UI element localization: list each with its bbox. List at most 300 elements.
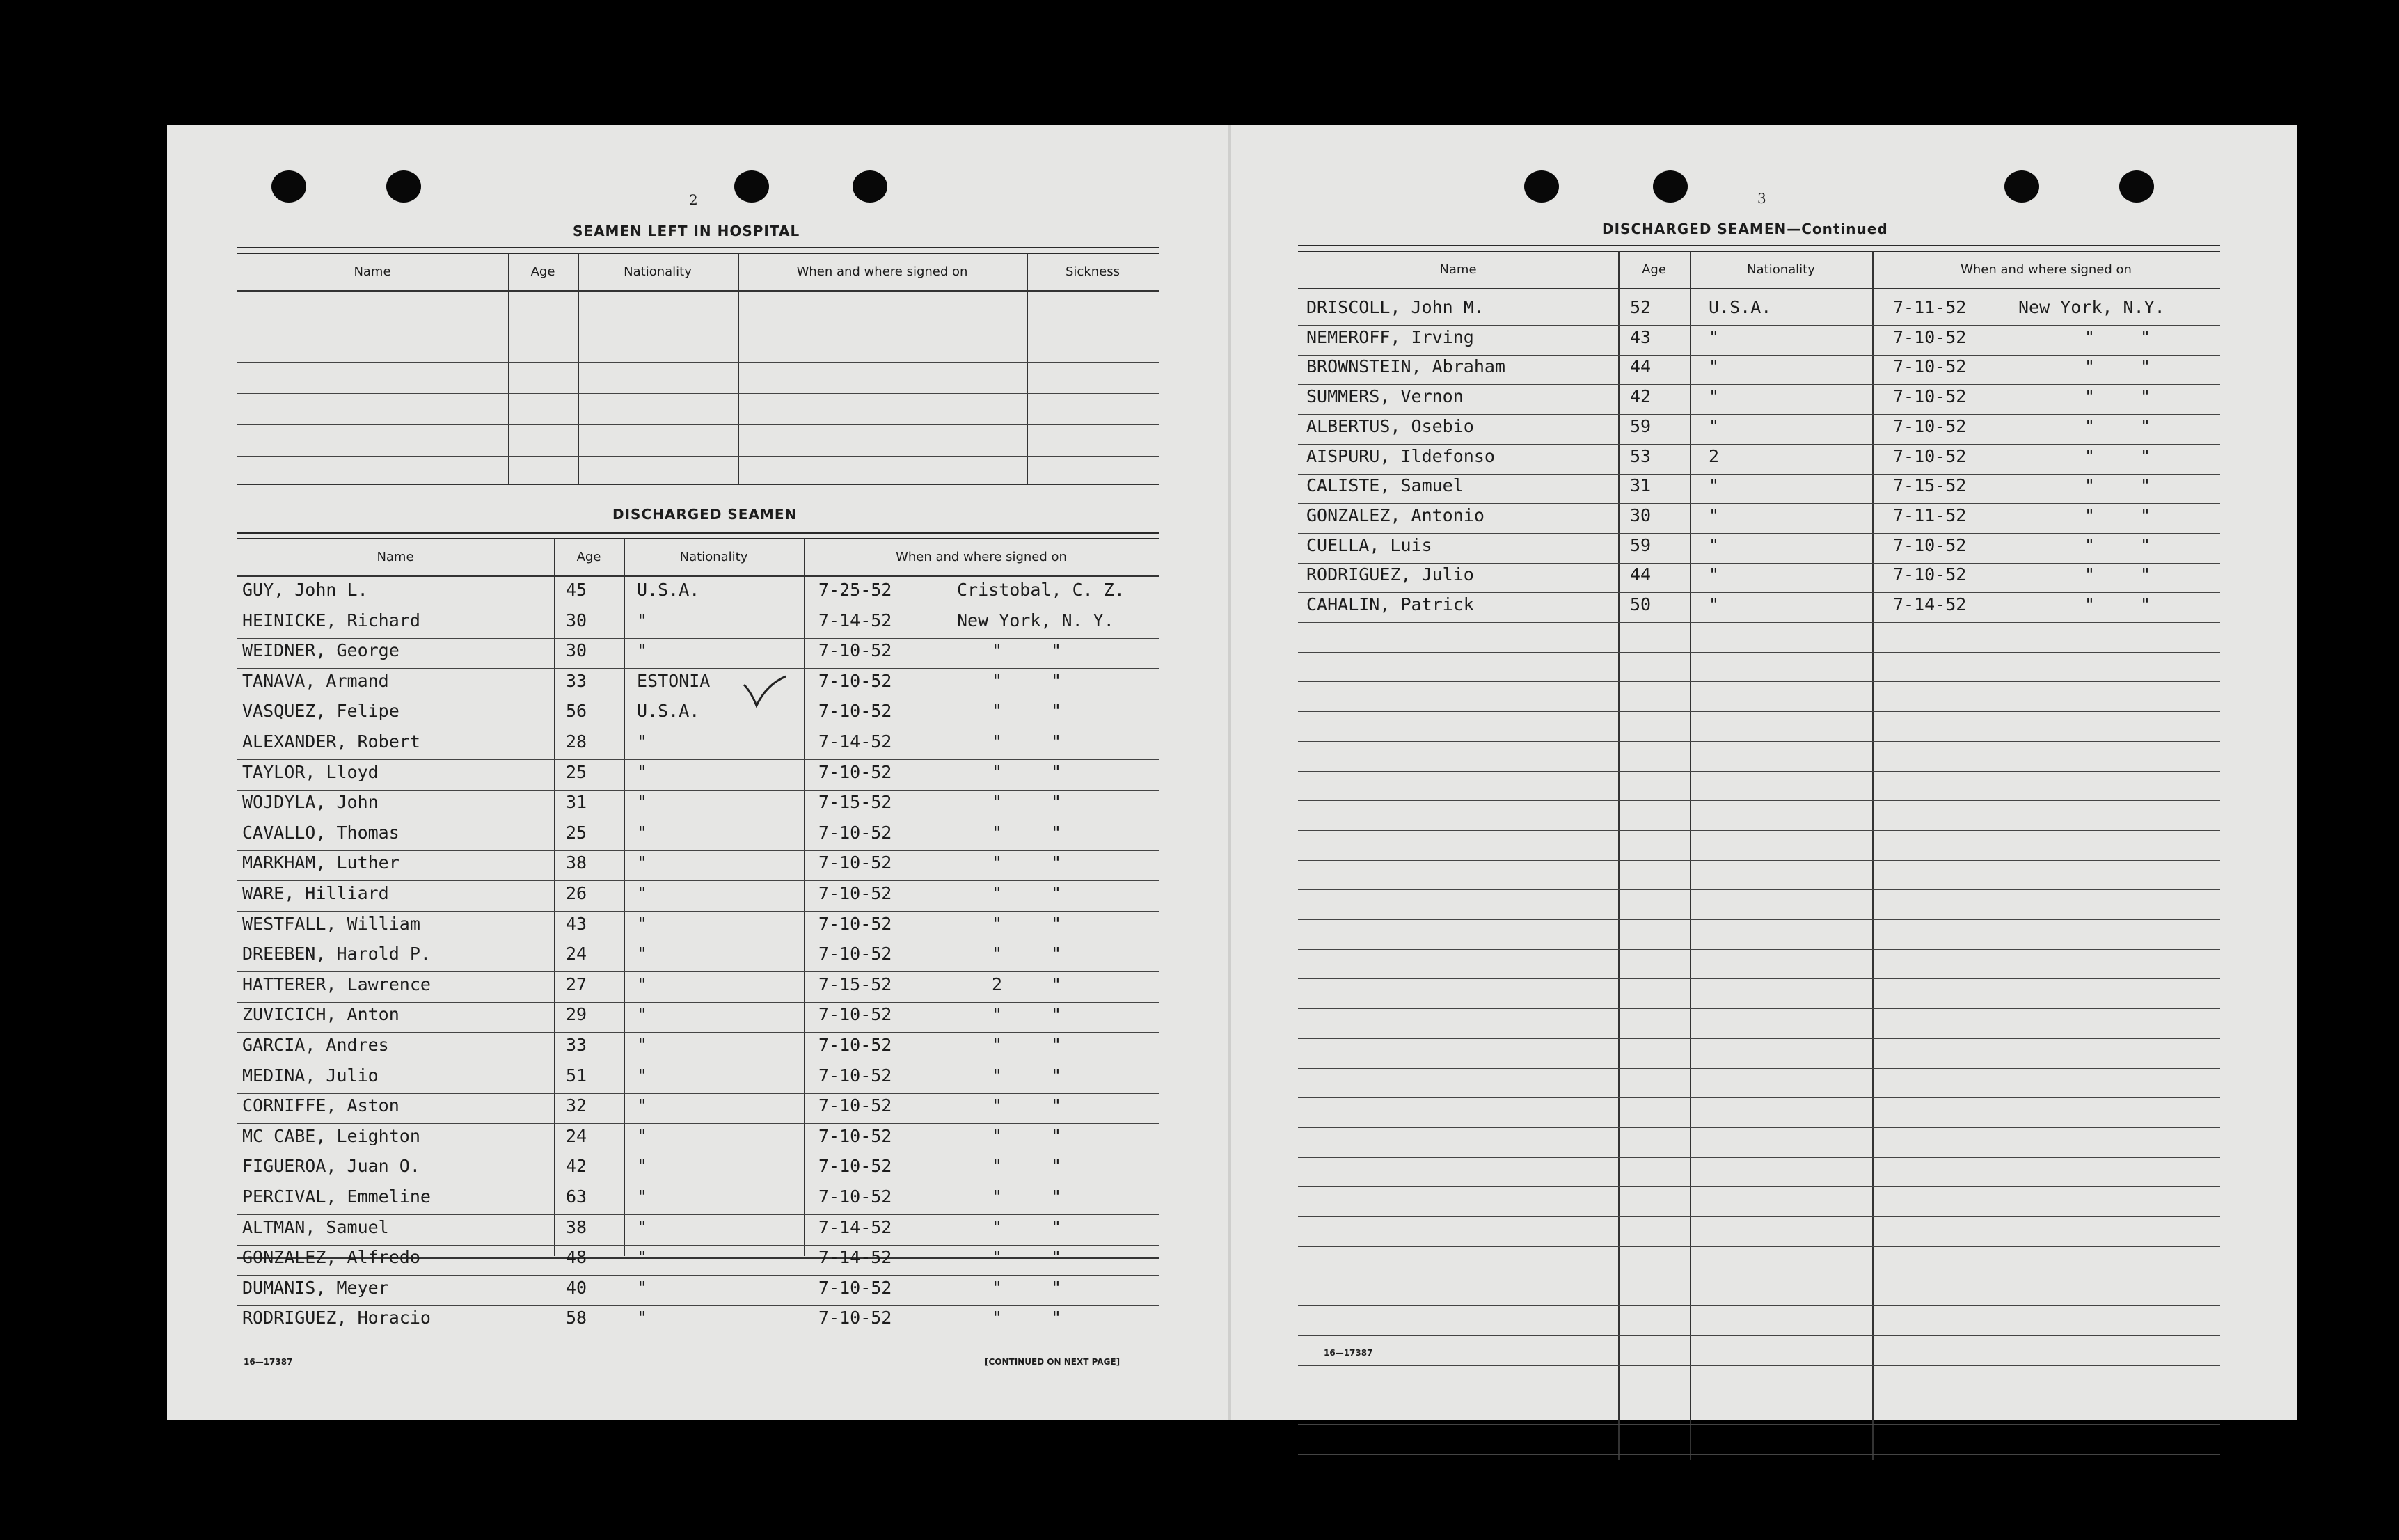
signed-on-date: 7-14-52 [818,610,892,630]
row-rule [1298,325,2220,326]
continued-header-nationality: Nationality [1747,262,1815,277]
row-rule [1298,771,2220,772]
signed-on-date: 7-15-52 [1893,475,1967,496]
seaman-age: 38 [566,852,587,873]
seaman-nationality: U.S.A. [637,580,700,600]
signed-on-place: " [2140,386,2151,407]
seaman-name: RODRIGUEZ, Julio [1306,564,1474,585]
row-rule [1298,503,2220,504]
signed-on-date: 7-10-52 [818,1308,892,1328]
signed-on-place: " [992,883,1003,903]
signed-on-date: 7-10-52 [818,1095,892,1116]
signed-on-place: New York, N.Y. [2018,297,2165,317]
hospital-header-sickness: Sickness [1066,264,1120,279]
signed-on-place: " [992,701,1003,722]
signed-on-date: 7-10-52 [1893,534,1967,555]
signed-on-place: " [992,1277,1003,1298]
seaman-age: 45 [566,580,587,600]
row-rule [1298,830,2220,831]
seaman-nationality: " [637,1065,648,1086]
signed-on-place: " [992,1095,1003,1116]
row-rule [1298,1008,2220,1009]
discharged-title: DISCHARGED SEAMEN [612,506,798,523]
row-rule [1298,355,2220,356]
row-rule [1298,1424,2220,1425]
row-rule [237,1214,1159,1215]
seaman-age: 43 [566,913,587,934]
signed-on-place: " [1051,1247,1062,1268]
signed-on-place: " [1051,761,1062,782]
signed-on-date: 7-10-52 [818,701,892,722]
page-number-left: 2 [689,191,698,208]
signed-on-place: " [1051,822,1062,843]
row-rule [237,1275,1159,1276]
signed-on-date: 7-10-52 [818,944,892,965]
seaman-name: HATTERER, Lawrence [242,974,431,994]
row-rule [1298,622,2220,623]
row-rule [1298,1097,2220,1098]
signed-on-place: " [1051,1216,1062,1237]
seaman-age: 58 [566,1308,587,1328]
signed-on-place: " [992,670,1003,691]
seaman-name: CORNIFFE, Aston [242,1095,399,1116]
seaman-age: 24 [566,944,587,965]
signed-on-place: " [1051,792,1062,813]
seaman-age: 28 [566,731,587,752]
seaman-age: 44 [1630,356,1652,377]
seaman-age: 44 [1630,564,1652,585]
signed-on-place: " [992,1308,1003,1328]
row-rule [1298,1335,2220,1336]
signed-on-place: " [992,1247,1003,1268]
seaman-name: FIGUEROA, Juan O. [242,1156,420,1177]
form-number-right: 16—17387 [1324,1348,1373,1358]
row-rule [237,850,1159,851]
signed-on-place: " [992,1156,1003,1177]
punch-hole [386,170,421,203]
signed-on-date: 7-10-52 [818,640,892,661]
seaman-age: 29 [566,1004,587,1025]
row-rule [1298,1157,2220,1158]
continued-header-signed-on: When and where signed on [1961,262,2132,277]
signed-on-place: " [992,1186,1003,1207]
hospital-header-nationality: Nationality [624,264,692,279]
signed-on-place: " [2140,475,2151,496]
row-rule [237,1002,1159,1003]
signed-on-place: " [2140,445,2151,466]
seaman-name: CAHALIN, Patrick [1306,594,1474,614]
seaman-name: DREEBEN, Harold P. [242,944,431,965]
signed-on-place: " [2084,564,2096,585]
seaman-age: 48 [566,1247,587,1268]
check-mark [741,675,797,710]
row-rule [1298,533,2220,534]
signed-on-place: " [992,1125,1003,1146]
signed-on-place: " [2084,356,2096,377]
row-rule [1298,1127,2220,1128]
row-rule [1298,919,2220,920]
punch-hole [1524,170,1559,203]
signed-on-place: " [2140,505,2151,525]
signed-on-date: 7-14-52 [818,1216,892,1237]
row-rule [237,790,1159,791]
row-rule [1298,384,2220,385]
seaman-name: WESTFALL, William [242,913,420,934]
seaman-nationality: " [637,1277,648,1298]
seaman-age: 32 [566,1095,587,1116]
signed-on-place: " [2140,564,2151,585]
signed-on-place: " [992,852,1003,873]
punch-hole [1653,170,1688,203]
signed-on-place: " [1051,1277,1062,1298]
signed-on-place: " [1051,852,1062,873]
signed-on-date: 7-15-52 [818,974,892,994]
signed-on-place: Cristobal, C. Z. [957,580,1125,600]
seaman-nationality: " [637,1095,648,1116]
signed-on-place: " [1051,883,1062,903]
signed-on-place: " [2140,326,2151,347]
seaman-nationality: U.S.A. [1709,297,1772,317]
seaman-age: 59 [1630,415,1652,436]
seaman-nationality: " [1709,594,1720,614]
discharged-table [237,532,1159,1328]
seaman-name: ALBERTUS, Osebio [1306,415,1474,436]
signed-on-place: " [1051,1065,1062,1086]
seaman-nationality: " [637,1308,648,1328]
seaman-name: WOJDYLA, John [242,792,379,813]
seaman-nationality: " [1709,356,1720,377]
signed-on-date: 7-14-52 [818,731,892,752]
signed-on-place: " [2140,356,2151,377]
signed-on-place: " [1051,1004,1062,1025]
signed-on-place: " [2084,534,2096,555]
seaman-nationality: " [637,1247,648,1268]
row-rule [1298,563,2220,564]
seaman-nationality: " [637,944,648,965]
signed-on-place: " [2084,505,2096,525]
seaman-nationality: " [1709,386,1720,407]
seaman-nationality: " [637,792,648,813]
seaman-nationality: " [1709,415,1720,436]
row-rule [237,1245,1159,1246]
seaman-name: DUMANIS, Meyer [242,1277,389,1298]
signed-on-place: New York, N. Y. [957,610,1114,630]
signed-on-place: " [2084,326,2096,347]
row-rule [237,638,1159,639]
signed-on-place: " [992,792,1003,813]
seaman-nationality: " [637,974,648,994]
seaman-name: CUELLA, Luis [1306,534,1432,555]
row-rule [1298,1454,2220,1455]
seaman-nationality: " [1709,326,1720,347]
seaman-nationality: " [637,913,648,934]
seaman-name: GONZALEZ, Antonio [1306,505,1484,525]
seaman-nationality: " [637,1186,648,1207]
seaman-age: 52 [1630,297,1652,317]
seaman-nationality: " [637,1004,648,1025]
seaman-nationality: ESTONIA [637,670,711,691]
seaman-nationality: U.S.A. [637,701,700,722]
seaman-name: WARE, Hilliard [242,883,389,903]
punch-hole [271,170,306,203]
seaman-age: 33 [566,1035,587,1055]
seaman-nationality: " [1709,534,1720,555]
seaman-nationality: " [637,610,648,630]
row-rule [237,911,1159,912]
signed-on-place: " [1051,1125,1062,1146]
signed-on-date: 7-10-52 [1893,326,1967,347]
punch-hole [853,170,887,203]
signed-on-place: " [1051,670,1062,691]
row-rule [237,1093,1159,1094]
seaman-nationality: " [637,852,648,873]
signed-on-date: 7-10-52 [818,1186,892,1207]
signed-on-date: 7-10-52 [818,761,892,782]
signed-on-place: " [2084,445,2096,466]
punch-hole [734,170,769,203]
row-rule [237,1305,1159,1306]
signed-on-place: " [992,1216,1003,1237]
seaman-name: MARKHAM, Luther [242,852,399,873]
signed-on-place: " [2084,594,2096,614]
signed-on-place: " [992,1035,1003,1055]
signed-on-date: 7-11-52 [1893,297,1967,317]
discharged-header-nationality: Nationality [679,550,748,564]
row-rule [1298,1365,2220,1366]
signed-on-place: " [992,944,1003,965]
row-rule [1298,1305,2220,1306]
signed-on-place: " [1051,640,1062,661]
row-rule [1298,1038,2220,1039]
signed-on-date: 7-14-52 [818,1247,892,1268]
signed-on-place: " [2084,415,2096,436]
seaman-nationality: " [637,1216,648,1237]
seaman-name: MEDINA, Julio [242,1065,379,1086]
page-number-right: 3 [1757,190,1766,207]
seaman-age: 56 [566,701,587,722]
row-rule [1298,1068,2220,1069]
signed-on-place: " [1051,913,1062,934]
seaman-nationality: " [637,1035,648,1055]
row-rule [1298,741,2220,742]
signed-on-place: " [992,1004,1003,1025]
seaman-nationality: " [637,640,648,661]
seaman-name: AISPURU, Ildefonso [1306,445,1495,466]
seaman-age: 42 [1630,386,1652,407]
signed-on-date: 7-10-52 [818,1125,892,1146]
signed-on-place: " [992,913,1003,934]
seaman-age: 25 [566,822,587,843]
signed-on-date: 7-10-52 [1893,445,1967,466]
hospital-header-age: Age [530,264,555,279]
seaman-age: 42 [566,1156,587,1177]
seaman-name: CAVALLO, Thomas [242,822,399,843]
signed-on-date: 7-10-52 [818,670,892,691]
seaman-age: 24 [566,1125,587,1146]
signed-on-place: " [1051,1308,1062,1328]
signed-on-date: 7-10-52 [818,822,892,843]
row-rule [1298,592,2220,593]
seaman-name: VASQUEZ, Felipe [242,701,399,722]
signed-on-date: 7-10-52 [818,883,892,903]
signed-on-date: 7-10-52 [1893,356,1967,377]
signed-on-place: " [2140,594,2151,614]
row-rule [1298,711,2220,712]
signed-on-place: " [992,1065,1003,1086]
seaman-age: 63 [566,1186,587,1207]
seaman-name: MC CABE, Leighton [242,1125,420,1146]
signed-on-date: 7-10-52 [818,913,892,934]
signed-on-place: " [2084,475,2096,496]
seaman-age: 51 [566,1065,587,1086]
signed-on-date: 7-25-52 [818,580,892,600]
seaman-age: 27 [566,974,587,994]
seaman-age: 31 [566,792,587,813]
signed-on-place: " [992,822,1003,843]
seaman-name: GARCIA, Andres [242,1035,389,1055]
seaman-name: RODRIGUEZ, Horacio [242,1308,431,1328]
seaman-name: TAYLOR, Lloyd [242,761,379,782]
hospital-title: SEAMEN LEFT IN HOSPITAL [573,223,800,239]
row-rule [1298,949,2220,950]
signed-on-place: " [2084,386,2096,407]
seaman-name: DRISCOLL, John M. [1306,297,1484,317]
seaman-age: 38 [566,1216,587,1237]
hospital-header-signed-on: When and where signed on [796,264,968,279]
page-fold [1228,125,1231,1420]
seaman-nationality: " [1709,564,1720,585]
signed-on-date: 7-10-52 [818,852,892,873]
row-rule [1298,978,2220,979]
seaman-name: WEIDNER, George [242,640,399,661]
row-rule [1298,1216,2220,1217]
hospital-header-name: Name [354,264,391,279]
continued-note: [CONTINUED ON NEXT PAGE] [985,1357,1121,1367]
seaman-age: 31 [1630,475,1652,496]
row-rule [1298,681,2220,682]
signed-on-date: 7-10-52 [818,1277,892,1298]
discharged-continued-table [1298,245,2220,1470]
row-rule [1298,1246,2220,1247]
signed-on-place: " [2140,415,2151,436]
signed-on-place: " [992,731,1003,752]
signed-on-date: 7-10-52 [818,1065,892,1086]
seaman-nationality: " [1709,505,1720,525]
seaman-nationality: " [1709,475,1720,496]
seaman-age: 33 [566,670,587,691]
seaman-nationality: " [637,822,648,843]
discharged-header-name: Name [377,550,414,564]
seaman-age: 43 [1630,326,1652,347]
seaman-nationality: " [637,761,648,782]
row-rule [237,668,1159,669]
row-rule [237,880,1159,881]
signed-on-place: " [1051,1186,1062,1207]
seaman-nationality: " [637,1125,648,1146]
signed-on-date: 7-10-52 [1893,564,1967,585]
seaman-nationality: " [637,1156,648,1177]
row-rule [1298,1186,2220,1187]
signed-on-place: " [1051,701,1062,722]
seaman-name: ZUVICICH, Anton [242,1004,399,1025]
row-rule [237,1123,1159,1124]
seaman-name: CALISTE, Samuel [1306,475,1464,496]
seaman-age: 25 [566,761,587,782]
seaman-name: PERCIVAL, Emmeline [242,1186,431,1207]
signed-on-date: 7-10-52 [1893,386,1967,407]
seaman-name: BROWNSTEIN, Abraham [1306,356,1505,377]
signed-on-place: " [992,761,1003,782]
seaman-age: 30 [566,610,587,630]
seaman-age: 30 [1630,505,1652,525]
seaman-name: HEINICKE, Richard [242,610,420,630]
row-rule [1298,414,2220,415]
row-rule [1298,444,2220,445]
seaman-name: NEMEROFF, Irving [1306,326,1474,347]
signed-on-date: 7-10-52 [818,1004,892,1025]
row-rule [1298,474,2220,475]
document-sheet [167,125,2297,1420]
continued-header-age: Age [1642,262,1666,277]
signed-on-date: 7-15-52 [818,792,892,813]
signed-on-date: 7-14-52 [1893,594,1967,614]
row-rule [1298,800,2220,801]
seaman-name: SUMMERS, Vernon [1306,386,1464,407]
seaman-name: GONZALEZ, Alfredo [242,1247,420,1268]
seaman-name: ALTMAN, Samuel [242,1216,389,1237]
seaman-name: ALEXANDER, Robert [242,731,420,752]
signed-on-place: " [1051,1156,1062,1177]
seaman-name: TANAVA, Armand [242,670,389,691]
signed-on-date: 7-10-52 [818,1035,892,1055]
signed-on-date: 7-10-52 [1893,415,1967,436]
seaman-age: 53 [1630,445,1652,466]
row-rule [237,1032,1159,1033]
seaman-age: 26 [566,883,587,903]
continued-header-name: Name [1439,262,1477,277]
discharged-header-signed-on: When and where signed on [896,550,1067,564]
seaman-nationality: " [637,731,648,752]
signed-on-place: " [2140,534,2151,555]
seaman-age: 40 [566,1277,587,1298]
row-rule [1298,860,2220,861]
signed-on-date: 7-11-52 [1893,505,1967,525]
signed-on-place: 2 [992,974,1003,994]
row-rule [1298,889,2220,890]
seaman-age: 30 [566,640,587,661]
continued-title: DISCHARGED SEAMEN—Continued [1602,221,1888,237]
signed-on-place: " [1051,731,1062,752]
row-rule [1298,652,2220,653]
discharged-header-age: Age [576,550,601,564]
punch-hole [2119,170,2154,203]
signed-on-place: " [992,640,1003,661]
punch-hole [2004,170,2039,203]
seaman-age: 50 [1630,594,1652,614]
seaman-name: GUY, John L. [242,580,368,600]
signed-on-place: " [1051,1095,1062,1116]
seaman-nationality: 2 [1709,445,1720,466]
seaman-age: 59 [1630,534,1652,555]
signed-on-place: " [1051,1035,1062,1055]
row-rule [237,759,1159,760]
signed-on-place: " [1051,974,1062,994]
seaman-nationality: " [637,883,648,903]
row-rule [237,971,1159,972]
signed-on-date: 7-10-52 [818,1156,892,1177]
form-number-left: 16—17387 [244,1357,293,1367]
signed-on-place: " [1051,944,1062,965]
